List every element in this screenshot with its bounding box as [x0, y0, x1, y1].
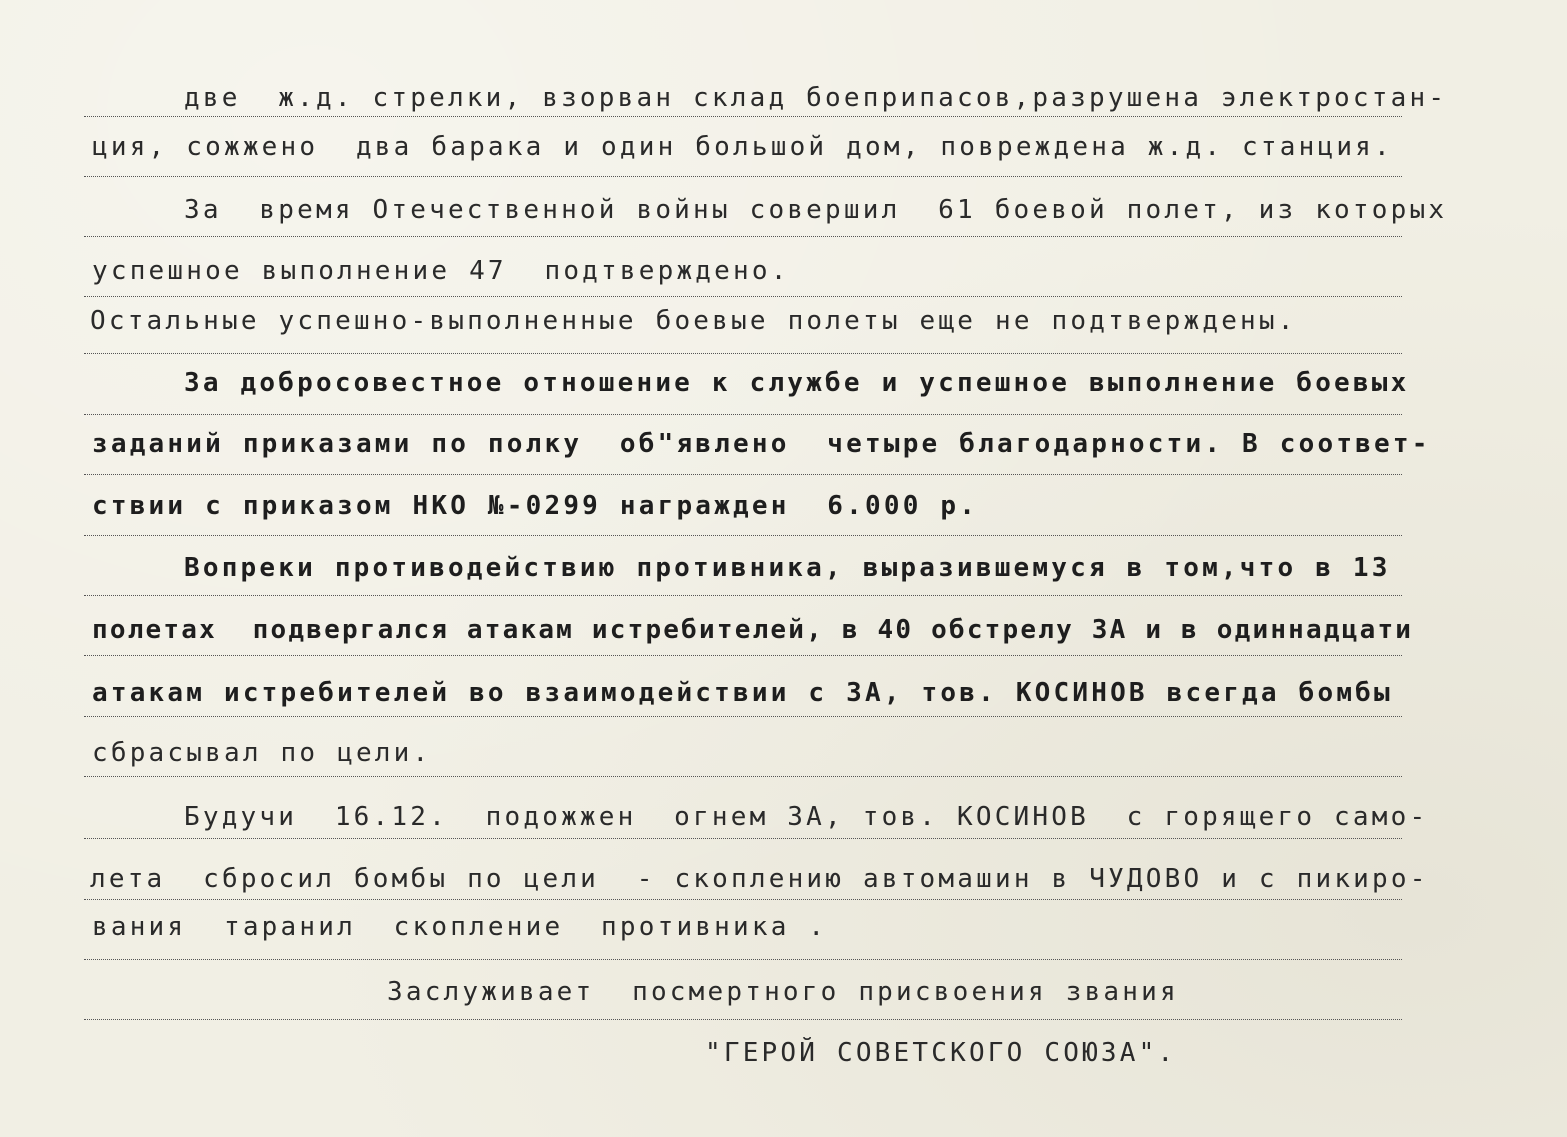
dotted-rule: [84, 899, 1402, 900]
text-line-9: Вопреки противодействию противника, выразившемуся в том,что в 13: [184, 553, 1391, 583]
dotted-rule: [84, 353, 1402, 354]
text-line-14: лета сбросил бомбы по цели - скоплению автомашин в ЧУДОВО и с пикиро-: [90, 864, 1429, 894]
dotted-rule: [84, 655, 1402, 656]
text-line-10: полетах подвергался атакам истребителей, в 40 обстрелу ЗА и в одиннадцати: [92, 615, 1414, 645]
dotted-rule: [84, 176, 1402, 177]
text-line-12: сбрасывал по цели.: [92, 738, 432, 768]
dotted-rule: [84, 838, 1402, 839]
text-line-17: "ГЕРОЙ СОВЕТСКОГО СОЮЗА".: [705, 1038, 1177, 1068]
dotted-rule: [84, 595, 1402, 596]
dotted-rule: [84, 1019, 1402, 1020]
text-line-4: успешное выполнение 47 подтверждено.: [92, 256, 790, 286]
text-line-16: Заслуживает посмертного присвоения звания: [387, 977, 1179, 1007]
text-line-13: Будучи 16.12. подожжен огнем ЗА, тов. КОСИНОВ с горящего само-: [184, 802, 1429, 832]
text-line-3: За время Отечественной войны совершил 61 боевой полет, из которых: [184, 195, 1448, 225]
dotted-rule: [84, 776, 1402, 777]
dotted-rule: [84, 959, 1402, 960]
dotted-rule: [84, 716, 1402, 717]
dotted-rule: [84, 296, 1402, 297]
dotted-rule: [84, 236, 1402, 237]
text-line-1: две ж.д. стрелки, взорван склад боеприпасов,разрушена электростан-: [184, 83, 1448, 113]
text-line-5: Остальные успешно-выполненные боевые полеты еще не подтверждены.: [90, 306, 1297, 336]
dotted-rule: [84, 474, 1402, 475]
text-line-15: вания таранил скопление противника .: [92, 912, 828, 942]
dotted-rule: [84, 116, 1402, 117]
text-line-6: За добросовестное отношение к службе и успешное выполнение боевых: [184, 368, 1410, 398]
dotted-rule: [84, 535, 1402, 536]
text-line-2: ция, сожжено два барака и один большой дом, повреждена ж.д. станция.: [92, 132, 1393, 162]
text-line-11: атакам истребителей во взаимодействии с ЗА, тов. КОСИНОВ всегда бомбы: [92, 678, 1393, 708]
text-line-7: заданий приказами по полку об"явлено четыре благодарности. В соответ-: [92, 429, 1431, 459]
text-line-8: ствии с приказом НКО №-0299 награжден 6.000 р.: [92, 491, 979, 521]
dotted-rule: [84, 414, 1402, 415]
